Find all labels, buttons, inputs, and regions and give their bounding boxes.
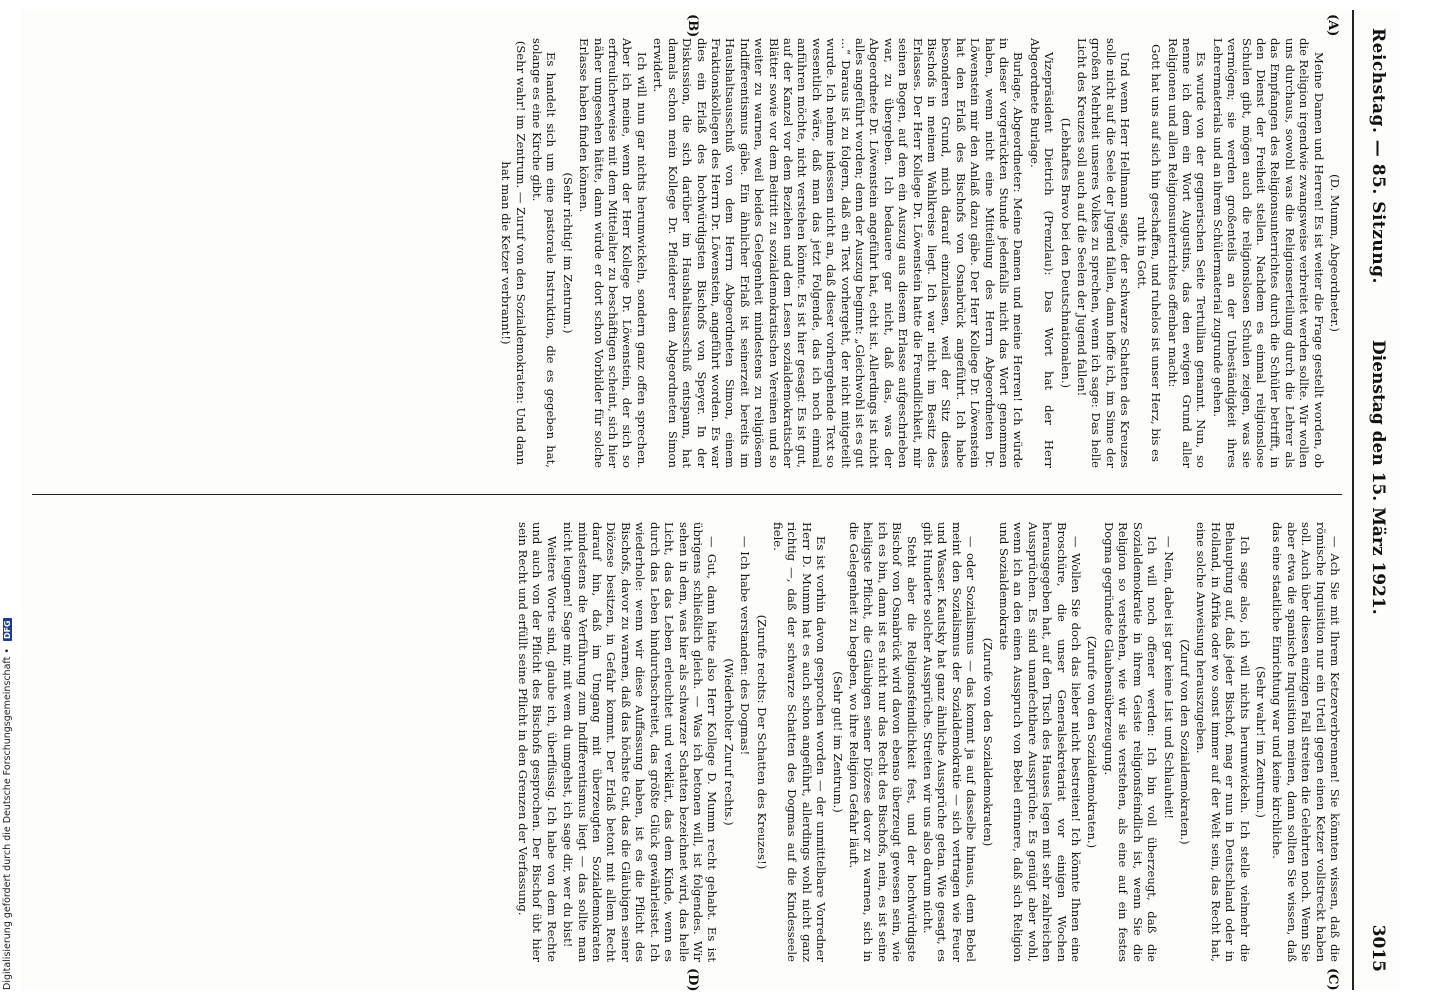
- paragraph: Burlage, Abgeordneter: Meine Damen und meine Herren! Ich würde in dieser vorgerückten Stunde jedenfalls nicht das Wort genommen haben, wenn nicht eine Mitteilung des Herrn Abgeordneten Dr. Löwenstein mir den Anlaß dazu gäbe. Der Herr Kollege Dr. Löwenstein hat den Erlaß des Bischofs von Osnabrück angeführt. Ich habe besonderen Grund, mich darauf einzulassen, weil der Sitz dieses Bischofs in meinem Wahlkreise liegt. Ich war nicht im Besitz des Erlasses. Der Herr Kollege Dr. Löwenstein hatte die Freundlichkeit, mir seinen Bogen, auf dem ein Auszug aus diesem Erlasse aufgeschrieben war, zu übergeben. Ich bedauere gar nicht, daß das, was der Abgeordnete Dr. Löwenstein angeführt hat, echt ist. Allerdings ist nicht alles angeführt worden; denn der Auszug beginnt: „Gleichwohl ist es gut ...“ Daraus ist zu folgern, daß ein Text vorhergeht, der nicht mitgeteilt wurde. Ich nehme indessen nicht an, daß dieser vorhergehende Text so wesentlich wäre, daß man das jetzt Folgende, das ich noch einmal anführen möchte, nicht verstehen könnte. Es ist hier gesagt: Es ist gut, auf der Kanzel vor dem Beziehen und dem Lesen sozialdemokratischer Blätter sowie vor dem Beitritt zu sozialdemokratischen Vereinen und so weiter zu warnen, weil beides Gelegenheit mindestens zu religiösem Indifferentismus gäbe. Ein ähnlicher Erlaß ist seinerzeit bereits im Haushaltsausschuß von dem Herrn Abgeordneten Simon, einem Fraktionskollegen des Herrn Dr. Löwenstein, angeführt worden. Es war dies ein Erlaß des hochwürdigsten Bischofs von Speyer. In der Diskussion, die sich darüber im Haushaltsausschuß entspann, hat damals schon mein Kollege Dr. Pfleiderer dem Abgeordneten Simon erwidert.: [651, 38, 1026, 468]
- header-date: Dienstag den 15. März 1921.: [1368, 340, 1388, 615]
- paragraph: — Gut, dann hätte also Herr Kollege D. Mumm recht gehabt. Es ist übrigens schließlich gleich. — Was ich betonen will, ist folgendes. Wir sehen in dem, was hier als schwarzer Schatten bezeichnet wird, das helle Licht, das das Leben erleuchtet und verklärt, das dem Kinde, wenn es durch das Leben hindurchschreitet, das größte Glück gewährleistet. Ich wiederhole: wenn wir diese Auffassung haben, ist es die Pflicht des Bischofs, davor zu warnen, daß das höchste Gut, das die Gläubigen seiner Diözese besitzen, in Gefahr kommt. Der Erlaß betont mit allem Recht darauf hin, daß im Umgang mit überzeugten Sozialdemokraten mindestens die Verführung zum Indifferentismus liegt — das sollte man nicht leugnen! Sage mir, mit wem du umgehst, ich sage dir, wer du bist!: [561, 522, 720, 962]
- paragraph: — Ich habe verstanden: des Dogmas!: [738, 536, 753, 756]
- digitization-footer: [0, 0, 20, 1000]
- interjection: (Zurufe von den Sozialdemokraten.): [1085, 635, 1100, 849]
- paragraph: Vizepräsident Dietrich (Prenzlau): Das Wort hat der Herr Abgeordnete Burlage.: [1027, 38, 1057, 468]
- dfg-logo-icon: DFG: [3, 620, 12, 640]
- margin-marker-d: (D): [685, 968, 700, 992]
- paragraph: Und wenn Herr Hellmann sagte, der schwarze Schatten des Kreuzes solle nicht auf die Seele der Jugend fallen, dann hoffe ich, im Sinne der großen Mehrheit unseres Volkes zu sprechen, wenn ich sage: Das helle Licht des Kreuzes soll auch auf die Seelen der Jugend fallen!: [1075, 38, 1133, 468]
- page-header: [1352, 10, 1400, 990]
- margin-marker-b: (B): [685, 14, 700, 38]
- interjection: (Zuruf von den Sozialdemokraten.): [1177, 639, 1192, 845]
- paragraph: Weitere Worte sind, glaube ich, überflüssig. Ich habe von dem Rechte und auch von der Pflicht des Bischofs gesprochen. Der Bischof übt hier sein Recht und erfüllt seine Pflicht in den Grenzen der Verfassung.: [516, 522, 559, 962]
- paragraph: Steht aber die Religionsfeindlichkeit fest, und der hochwürdigste Bischof von Osnabrück wird davon ebenso überzeugt gewesen sein, wie ich es bin, dann ist es nicht nur das Recht des Bischofs, nein, es ist seine heiligste Pflicht, die Gläubigen seiner Diözese davor zu warnen, sich in die Gelegenheit zu begeben, wo ihre Religion Gefahr läuft.: [847, 522, 919, 962]
- quote: Gott hat uns auf sich hin geschaffen, und ruhelos ist unser Herz, bis es ruht in Gott.: [1134, 44, 1164, 462]
- right-column: [30, 522, 1342, 962]
- paragraph: (D. Mumm, Abgeordneter.): [1328, 174, 1342, 332]
- paragraph: — oder Sozialismus — das kommt ja auf dasselbe hinaus, denn Bebel meint den Sozialismus der Sozialdemokratie — sich vertragen wie Feuer und Wasser. Kautsky hat ganz ähnliche Aussprüche getan. Wie gesagt, es gibt Hunderte solcher Aussprüche. Streiten wir uns also darum nicht.: [921, 522, 979, 962]
- interjection: (Sehr wahr! im Zentrum.): [1253, 666, 1268, 818]
- paragraph: — Ach Sie mit Ihrem Ketzerverbrennen! Sie könnten wissen, daß die römische Inquisition nur ein Urteil gegen einen Ketzer vollstreckt haben soll. Auch über diesen einzigen Fall streiten die Gelehrten noch. Wenn Sie aber etwa die spanische Inquisition meinen, dann sollten Sie wissen, daß das eine staatliche Einrichtung war und keine kirchliche.: [1270, 522, 1342, 962]
- footer-credit-text: Digitalisierung gefördert durch die Deutsche Forschungsgemeinschaft •: [2, 648, 13, 990]
- page-number: 3015: [1368, 924, 1388, 972]
- paragraph: Meine Damen und Herren! Es ist weiter die Frage gestellt worden, ob die Religion irgendwie zwangsweise verbreitet werden sollte. Wir wollen uns durchaus, sowohl was die Religionserteilung durch die Lehrer als das Empfangen des Religionsunterrichtes durch die Schüler betrifft, in den Dienst der Freiheit stellen. Nachdem es einmal religionslose Schulen gibt, mögen auch die religionslosen Schulen zeigen, was sie vermögen; sie werden großenteils an der Unbeständigkeit ihres Lehrermaterials und an ihrem Schülermaterial zugrunde gehen.: [1210, 38, 1326, 468]
- interjection: (Sehr wahr! im Zentrum. — Zuruf von den Sozialdemokraten: Und dann hat man die Ketzer verbrannt!): [499, 40, 528, 466]
- paragraph: — Wollen Sie doch das lieber nicht bestreiten! Ich könnte Ihnen eine Broschüre, die unser Generalsekretariat vor einigen Wochen herausgegeben hat, auf den Tisch des Hauses legen mit sehr zahlreichen Aussprüchen. Es sind unanfechtbare Aussprüche. Es genügt aber wohl, wenn ich an den einen Ausspruch von Bebel erinnere, daß sich Religion und Sozialdemokratie: [997, 522, 1084, 962]
- interjection: (Sehr gut! im Zentrum.): [830, 671, 845, 813]
- paragraph: Es handelt sich um eine pastorale Instruktion, die es gegeben hat, solange es eine Kirche gibt.: [530, 38, 559, 468]
- column-divider: [32, 494, 1342, 495]
- interjection: (Wiederholter Zuruf rechts.): [721, 658, 736, 826]
- paragraph: Es ist vorhin davon gesprochen worden — der unmittelbare Vorredner Herr D. Mumm hat es auch schon angeführt, allerdings wohl nicht ganz richtig —, daß der schwarze Schatten des Dogmas auf die Kindesseele fiele.: [770, 522, 829, 962]
- interjection: (Lebhaftes Bravo bei den Deutschnationalen.): [1058, 117, 1073, 389]
- paragraph: Ich sage also, ich will nichts herumwickeln. Ich stelle vielmehr die Behauptung auf, daß jeder Bischof, mag er nun in Deutschland oder in Holland, in Afrika oder wo sonst immer auf der Welt sein, das Recht hat, eine solche Anweisung herauszugeben.: [1194, 522, 1252, 962]
- paragraph: Ich will nun gar nichts herumwickeln, sondern ganz offen sprechen. Aber ich meine, wenn der Herr Kollege Dr. Löwenstein, der sich so erfreulicherweise mit dem Mittelalter zu beschäftigen scheint, sich hier näher umgesehen hätte, dann würde er dort schon Vorbilder für solche Erlasse haben finden können.: [577, 38, 649, 468]
- paragraph: — Nein, dabei ist gar keine List und Schlauheit!: [1161, 536, 1176, 820]
- interjection: (Zurufe rechts: Der Schatten des Kreuzes!): [754, 614, 769, 870]
- interjection: (Sehr richtig! im Zentrum.): [560, 172, 575, 334]
- margin-marker-a: (A): [1325, 14, 1340, 37]
- scanned-page: [20, 10, 1400, 990]
- paragraph: Ich will noch offener werden: Ich bin voll überzeugt, daß die Sozialdemokratie in ihrem Geiste religionsfeindlich ist, wenn Sie die Religion so verstehen, wie wir sie verstehen, als eine auf ein festes Dogma gegründete Glaubensüberzeugung.: [1101, 522, 1160, 962]
- margin-marker-c: (C): [1325, 968, 1340, 991]
- paragraph: Es wurde von der gegnerischen Seite Tertullian genannt. Nun, so nenne ich dem ein Wort Augustins, das den ewigen Grund aller Religionen und allen Religionsunterrichtes offenbar macht:: [1165, 38, 1209, 468]
- interjection: (Zurufe von den Sozialdemokraten): [980, 637, 995, 847]
- footer-credit: [2, 30, 13, 990]
- left-column: [30, 38, 1342, 468]
- header-session: Reichstag. — 85. Sitzung.: [1368, 28, 1388, 284]
